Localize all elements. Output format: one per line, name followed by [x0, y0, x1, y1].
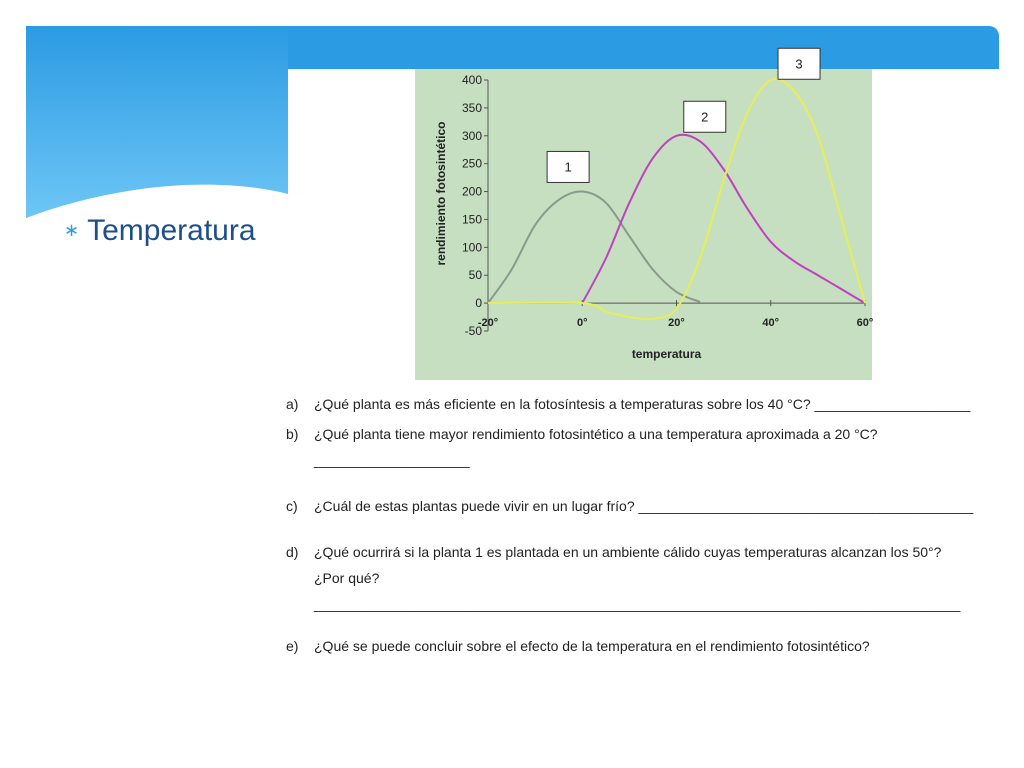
bullet-mark-icon: ∗	[64, 220, 80, 240]
x-tick-label: 60°	[856, 317, 874, 330]
question-letter: e)	[286, 638, 299, 654]
y-tick-label: 150	[461, 212, 482, 227]
question-text: ¿Qué planta tiene mayor rendimiento fotosintético a una temperatura aproximada a 20 °C?	[314, 426, 878, 442]
x-tick-label: -20°	[477, 317, 499, 330]
question-text: ¿Qué se puede concluir sobre el efecto de la temperatura en el rendimiento fotosintético?	[314, 638, 870, 654]
x-tick-label: 40°	[762, 317, 780, 330]
question-text: ¿Qué planta es más eficiente en la fotosíntesis a temperaturas sobre los 40 °C? ____________________	[314, 396, 971, 412]
series-line-3	[488, 79, 865, 319]
question-text: ___________________________________________________________________________________	[314, 596, 961, 612]
series-label: 3	[795, 56, 803, 72]
side-wave-decoration	[26, 26, 288, 226]
series-label: 2	[701, 109, 709, 125]
photosynthesis-chart	[415, 56, 874, 380]
y-axis-label: rendimiento fotosintético	[434, 121, 448, 266]
question-text: ¿Por qué?	[314, 570, 380, 586]
y-tick-label: 100	[461, 240, 482, 255]
y-tick-label: 400	[461, 73, 482, 87]
y-tick-label: 50	[468, 268, 482, 283]
bullet-text: Temperatura	[87, 214, 256, 247]
x-axis-label: temperatura	[631, 347, 702, 361]
chart-svg	[415, 56, 874, 380]
question-letter: c)	[286, 498, 298, 514]
y-tick-label: 250	[461, 156, 482, 171]
x-tick-label: 0°	[576, 317, 588, 330]
series-line-1	[488, 192, 700, 304]
question-text: ____________________	[314, 452, 470, 468]
y-tick-label: 350	[461, 100, 482, 115]
question-letter: b)	[286, 426, 299, 442]
question-text: ¿Qué ocurrirá si la planta 1 es plantada en un ambiente cálido cuyas temperaturas alcanzan los 50°?	[314, 544, 942, 560]
y-tick-label: 200	[461, 184, 482, 199]
question-letter: a)	[286, 396, 299, 412]
series-label: 1	[564, 159, 572, 175]
y-tick-label: 300	[461, 128, 482, 143]
y-tick-label: 0	[475, 296, 482, 311]
y-tick-label: -50	[464, 324, 482, 338]
question-text: ¿Cuál de estas plantas puede vivir en un lugar frío? ___________________________________________	[314, 498, 974, 514]
question-letter: d)	[286, 544, 299, 560]
series-line-2	[582, 135, 865, 303]
x-tick-label: 20°	[668, 317, 685, 330]
bullet-item	[64, 214, 256, 248]
